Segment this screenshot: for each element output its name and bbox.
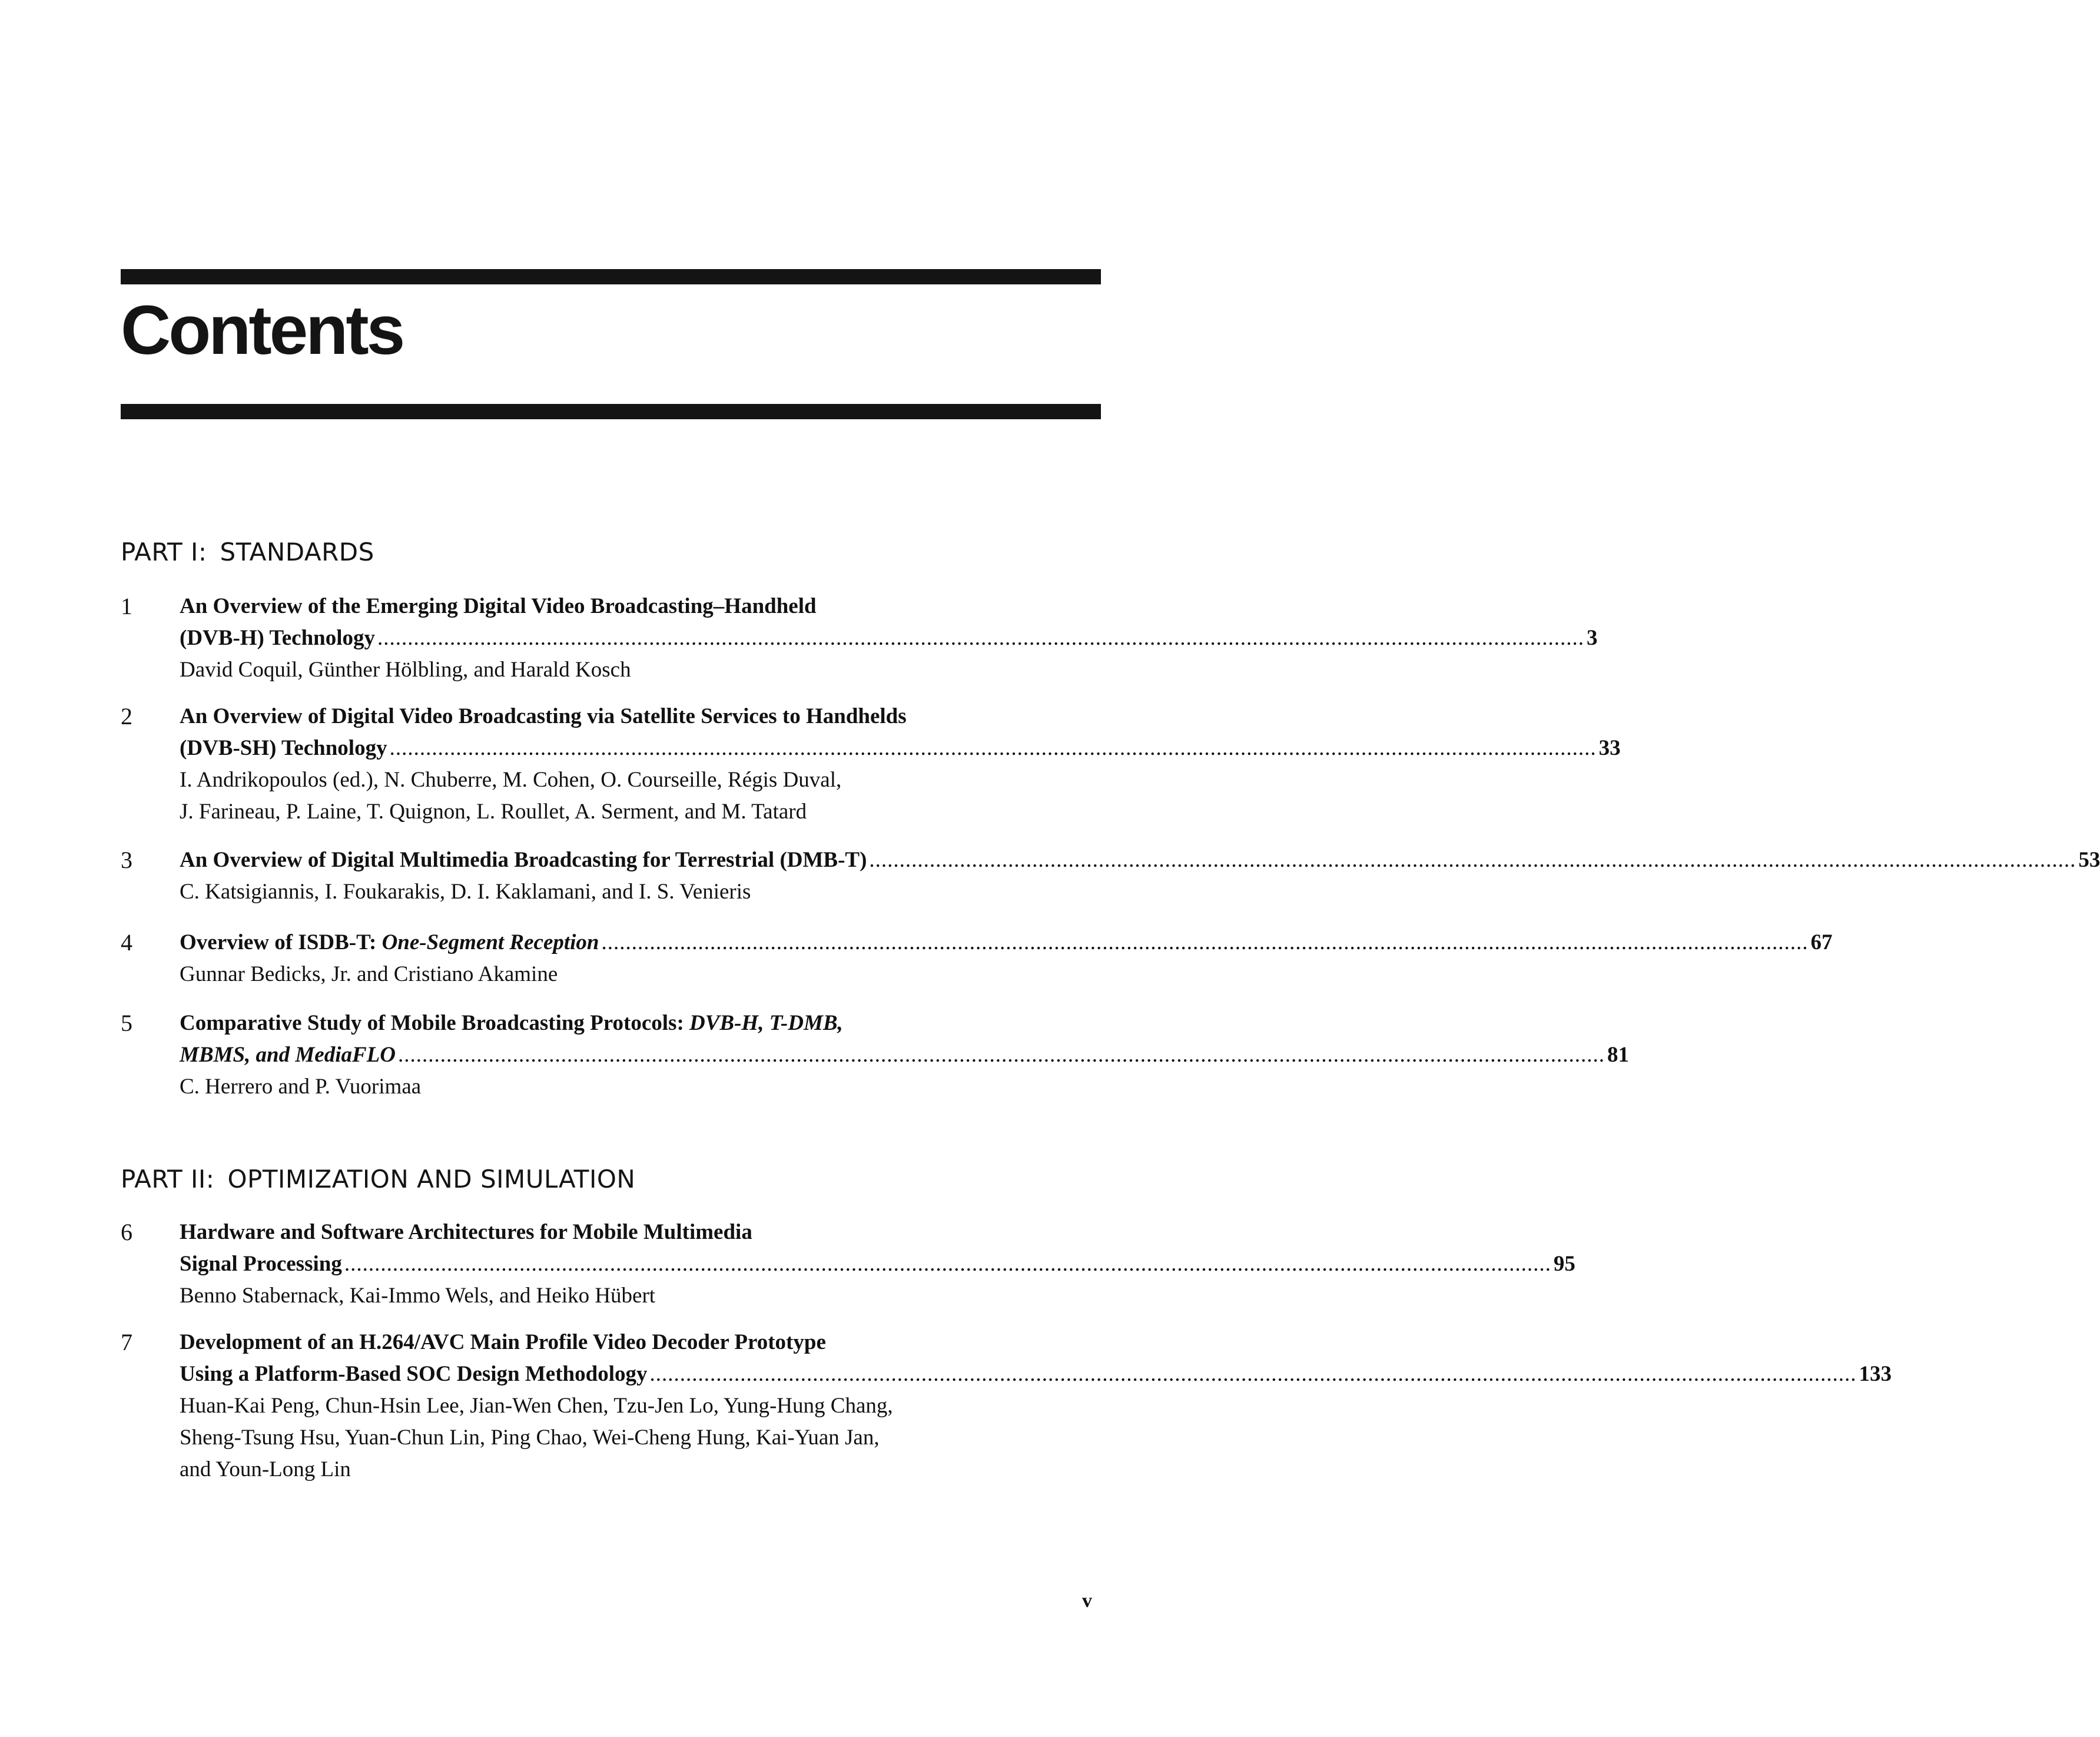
chapter-title-line: MBMS, and MediaFLO (180, 1043, 396, 1067)
dot-leader: ........................................................................................................................................................................................................ (869, 848, 2076, 872)
chapter-title-line: Hardware and Software Architectures for Mobile Multimedia (180, 1220, 752, 1244)
chapter-number: 1 (121, 593, 132, 619)
part-title: OPTIMIZATION AND SIMULATION (227, 1165, 636, 1194)
dot-leader: ........................................................................................................................................................................................................ (601, 930, 1809, 954)
part-heading-standards (121, 540, 374, 565)
chapter-authors: C. Katsigiannis, I. Foukarakis, D. I. Kaklamani, and I. S. Venieris (180, 880, 751, 904)
chapter-authors: J. Farineau, P. Laine, T. Quignon, L. Roullet, A. Serment, and M. Tatard (180, 800, 807, 824)
page-title: Contents (121, 291, 403, 369)
toc-entry[interactable] (121, 701, 1621, 828)
title-rule-top (121, 269, 1101, 284)
part-title: STANDARDS (220, 538, 374, 566)
chapter-number: 3 (121, 847, 132, 873)
chapter-authors: and Youn-Long Lin (180, 1457, 351, 1481)
part-heading-optimization (121, 1167, 635, 1192)
page-number: 53 (2078, 848, 2100, 872)
part-label: PART II: (121, 1165, 215, 1194)
title-rule-bottom (121, 404, 1101, 419)
page-number: 33 (1598, 736, 1621, 760)
part-label: PART I: (121, 538, 207, 566)
chapter-title-line: Using a Platform-Based SOC Design Methodology (180, 1362, 648, 1386)
toc-entry[interactable] (121, 591, 1598, 686)
chapter-authors: David Coquil, Günther Hölbling, and Harald Kosch (180, 658, 631, 682)
dot-leader: ........................................................................................................................................................................................................ (397, 1043, 1605, 1067)
chapter-title-line: Development of an H.264/AVC Main Profile Video Decoder Prototype (180, 1330, 826, 1354)
chapter-authors: Sheng-Tsung Hsu, Yuan-Chun Lin, Ping Chao, Wei-Cheng Hung, Kai-Yuan Jan, (180, 1426, 880, 1450)
dot-leader: ........................................................................................................................................................................................................ (649, 1362, 1857, 1386)
chapter-number: 4 (121, 929, 132, 956)
page-folio: v (1082, 1590, 1092, 1612)
chapter-title-line: (DVB-SH) Technology (180, 736, 387, 760)
chapter-authors: C. Herrero and P. Vuorimaa (180, 1075, 422, 1099)
page-number: 95 (1553, 1252, 1575, 1276)
chapter-title-line: An Overview of Digital Video Broadcasting via Satellite Services to Handhelds (180, 704, 907, 728)
page-number: 81 (1607, 1043, 1629, 1067)
chapter-number: 2 (121, 703, 132, 730)
chapter-authors: Benno Stabernack, Kai-Immo Wels, and Heiko Hübert (180, 1284, 656, 1308)
dot-leader: ........................................................................................................................................................................................................ (344, 1252, 1551, 1276)
dot-leader: ........................................................................................................................................................................................................ (389, 736, 1597, 760)
chapter-title-line: (DVB-H) Technology (180, 626, 376, 650)
chapter-title-line: An Overview of the Emerging Digital Video Broadcasting–Handheld (180, 594, 817, 618)
page-number: 67 (1810, 930, 1833, 954)
toc-entry[interactable] (121, 927, 1833, 990)
chapter-number: 5 (121, 1010, 132, 1036)
chapter-title-line: An Overview of Digital Multimedia Broadcasting for Terrestrial (DMB-T) (180, 848, 867, 872)
toc-entry[interactable] (121, 844, 2100, 908)
toc-entry[interactable] (121, 1216, 1575, 1312)
page-number: 133 (1859, 1362, 1892, 1386)
chapter-title-line: Comparative Study of Mobile Broadcasting Protocols: DVB-H, T-DMB, (180, 1011, 843, 1035)
chapter-authors: Gunnar Bedicks, Jr. and Cristiano Akamine (180, 962, 558, 986)
chapter-authors: Huan-Kai Peng, Chun-Hsin Lee, Jian-Wen Chen, Tzu-Jen Lo, Yung-Hung Chang, (180, 1394, 893, 1418)
chapter-number: 6 (121, 1219, 132, 1245)
chapter-number: 7 (121, 1329, 132, 1355)
page-number: 3 (1587, 626, 1598, 650)
toc-entry[interactable] (121, 1327, 1892, 1486)
toc-entry[interactable] (121, 1007, 1629, 1103)
chapter-title-line: Overview of ISDB-T: One-Segment Reception (180, 930, 599, 954)
chapter-authors: I. Andrikopoulos (ed.), N. Chuberre, M. Cohen, O. Courseille, Régis Duval, (180, 768, 842, 792)
dot-leader: ........................................................................................................................................................................................................ (377, 626, 1585, 650)
chapter-title-line: Signal Processing (180, 1252, 342, 1276)
